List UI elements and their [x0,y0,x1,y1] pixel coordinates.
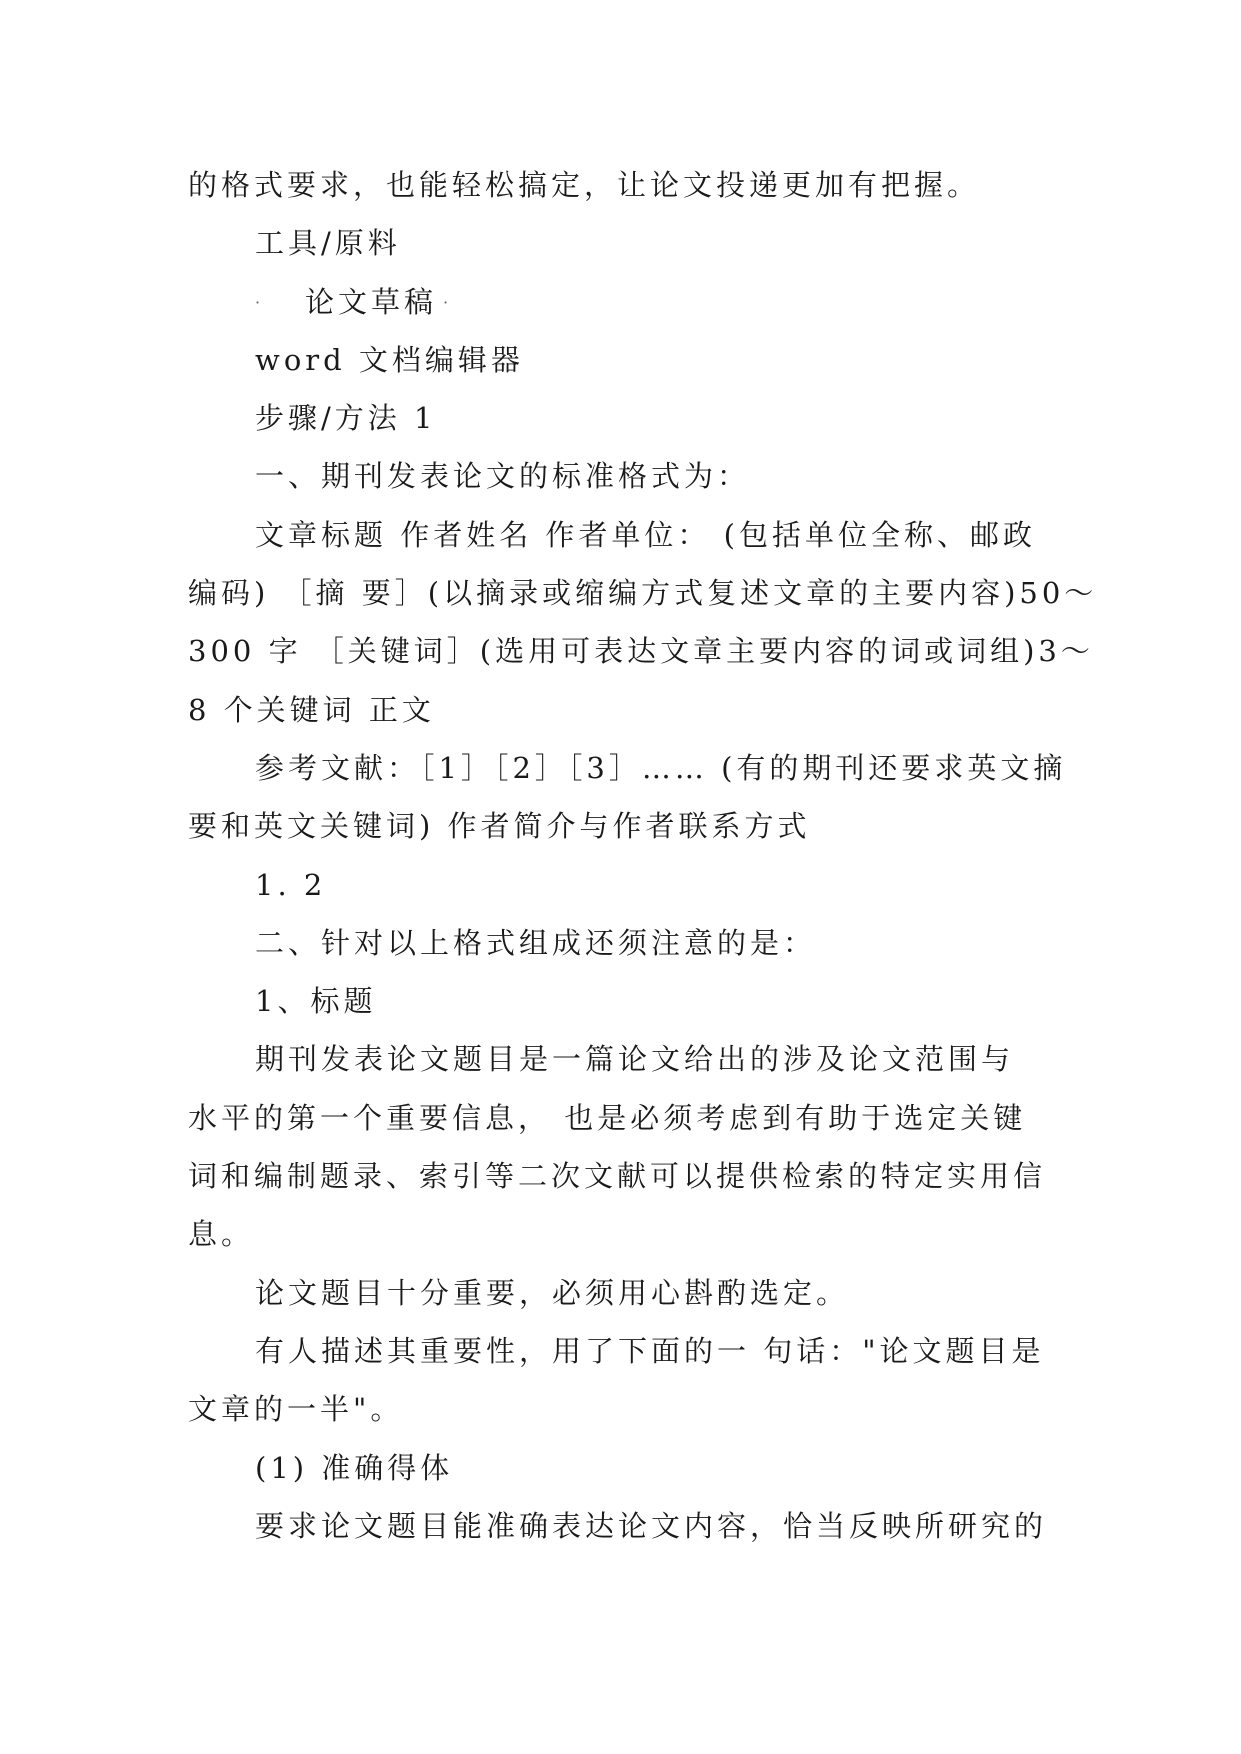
paragraph-format-intro: 一、期刊发表论文的标准格式为： [255,459,751,494]
paragraph-format-line: 文章标题 作者姓名 作者单位： (包括单位全称、邮政 [255,517,1036,552]
paragraph-title-importance-line: 水平的第一个重要信息， 也是必须考虑到有助于选定关键 [188,1100,1027,1135]
paragraph-references-line: 参考文献：［1］［2］［3］…… (有的期刊还要求英文摘 [255,750,1067,785]
paragraph-notes-intro: 二、针对以上格式组成还须注意的是： [255,925,817,960]
paragraph-accurate-line: 要求论文题目能准确表达论文内容，恰当反映所研究的 [255,1508,1048,1543]
bullet-icon: · [255,293,265,313]
list-item-word-editor: word 文档编辑器 [255,342,524,377]
section-heading-tools: 工具/原料 [255,226,401,261]
paragraph-format-line: 编码) ［摘 要］(以摘录或缩编方式复述文章的主要内容)50～ [188,576,1098,611]
paragraph-format-line: 8 个关键词 正文 [188,692,435,727]
paragraph-title-importance-line: 期刊发表论文题目是一篇论文给出的涉及论文范围与 [255,1042,1015,1077]
document-body [188,156,1098,1555]
paragraph-title-importance-line: 词和编制题录、索引等二次文献可以提供检索的特定实用信 [188,1159,1047,1194]
paragraph-quote-line: 有人描述其重要性，用了下面的一 句话："论文题目是 [255,1333,1045,1368]
subheading-title: 1、标题 [255,984,377,1019]
paragraph-title-careful: 论文题目十分重要，必须用心斟酌选定。 [255,1275,850,1310]
subheading-accurate: (1) 准确得体 [255,1450,454,1485]
paragraph-format-line: 300 字 ［关键词］(选用可表达文章主要内容的词或词组)3～ [188,634,1094,669]
list-item-label: 论文草稿 [305,284,438,319]
paragraph-references-line: 要和英文关键词) 作者简介与作者联系方式 [188,809,811,844]
section-heading-steps: 步骤/方法 1 [255,401,437,436]
list-item-draft [188,273,1058,331]
paragraph-quote-line: 文章的一半"。 [188,1392,404,1427]
paragraph-continuation: 的格式要求，也能轻松搞定，让论文投递更加有把握。 [188,168,981,202]
trailing-dot: · [443,293,453,313]
step-number: 1. 2 [255,867,327,902]
paragraph-title-importance-line: 息。 [188,1217,255,1252]
